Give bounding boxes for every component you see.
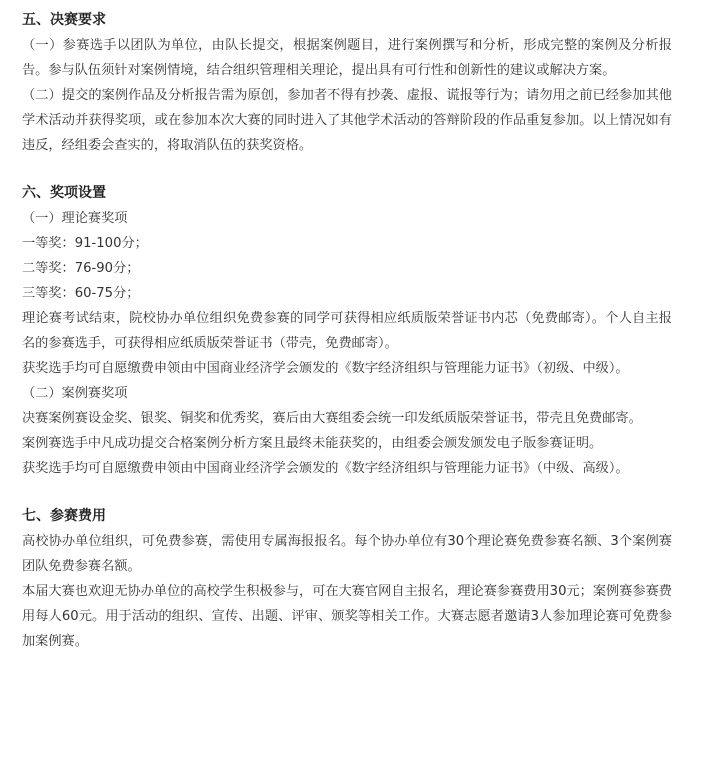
paragraph: 获奖选手均可自愿缴费申领由中国商业经济学会颁发的《数字经济组织与管理能力证书》（中级、高级）。 [22,461,629,476]
paragraph: （一）参赛选手以团队为单位，由队长提交，根据案例题目，进行案例撰写和分析，形成完整的案例及分析报告。参与队伍须针对案例情境，结合组织管理相关理论，提出具有可行性和创新性的建议或解决方案。 [22,38,672,78]
paragraph: 案例赛选手中凡成功提交合格案例分析方案且最终未能获奖的，由组委会颁发颁发电子版参赛证明。 [22,436,603,451]
award-item: 一等奖：91-100分； [22,236,148,251]
section-heading: 七、参赛费用 [22,508,106,524]
award-item: 三等奖：60-75分； [22,286,140,301]
section-awards [22,181,672,481]
section-heading: 五、决赛要求 [22,12,106,28]
paragraph: 决赛案例赛设金奖、银奖、铜奖和优秀奖，赛后由大赛组委会统一印发纸质版荣誉证书，带壳且免费邮寄。 [22,411,642,426]
paragraph: 本届大赛也欢迎无协办单位的高校学生积极参与，可在大赛官网自主报名，理论赛参赛费用30元；案例赛参赛费用每人60元。用于活动的组织、宣传、出题、评审、颁奖等相关工作。大赛志愿者邀请3人参加理论赛可免费参加案例赛。 [22,584,672,649]
document-body [22,8,672,654]
section-final-requirements [22,8,672,158]
section-heading: 六、奖项设置 [22,185,106,201]
paragraph: 高校协办单位组织，可免费参赛，需使用专属海报报名。每个协办单位有30个理论赛免费参赛名额、3个案例赛团队免费参赛名额。 [22,534,672,574]
section-fees [22,504,672,654]
award-item: 二等奖：76-90分； [22,261,140,276]
paragraph: 理论赛考试结束，院校协办单位组织免费参赛的同学可获得相应纸质版荣誉证书内芯（免费邮寄）。个人自主报名的参赛选手，可获得相应纸质版荣誉证书（带壳，免费邮寄）。 [22,311,672,351]
paragraph: 获奖选手均可自愿缴费申领由中国商业经济学会颁发的《数字经济组织与管理能力证书》（初级、中级）。 [22,361,629,376]
subsection-heading: （二）案例赛奖项 [22,386,128,401]
paragraph: （二）提交的案例作品及分析报告需为原创，参加者不得有抄袭、虚报、谎报等行为；请勿用之前已经参加其他学术活动并获得奖项，或在参加本次大赛的同时进入了其他学术活动的答辩阶段的作品重复参加。以上情况如有违反，经组委会查实的，将取消队伍的获奖资格。 [22,88,672,153]
subsection-heading: （一）理论赛奖项 [22,211,128,226]
